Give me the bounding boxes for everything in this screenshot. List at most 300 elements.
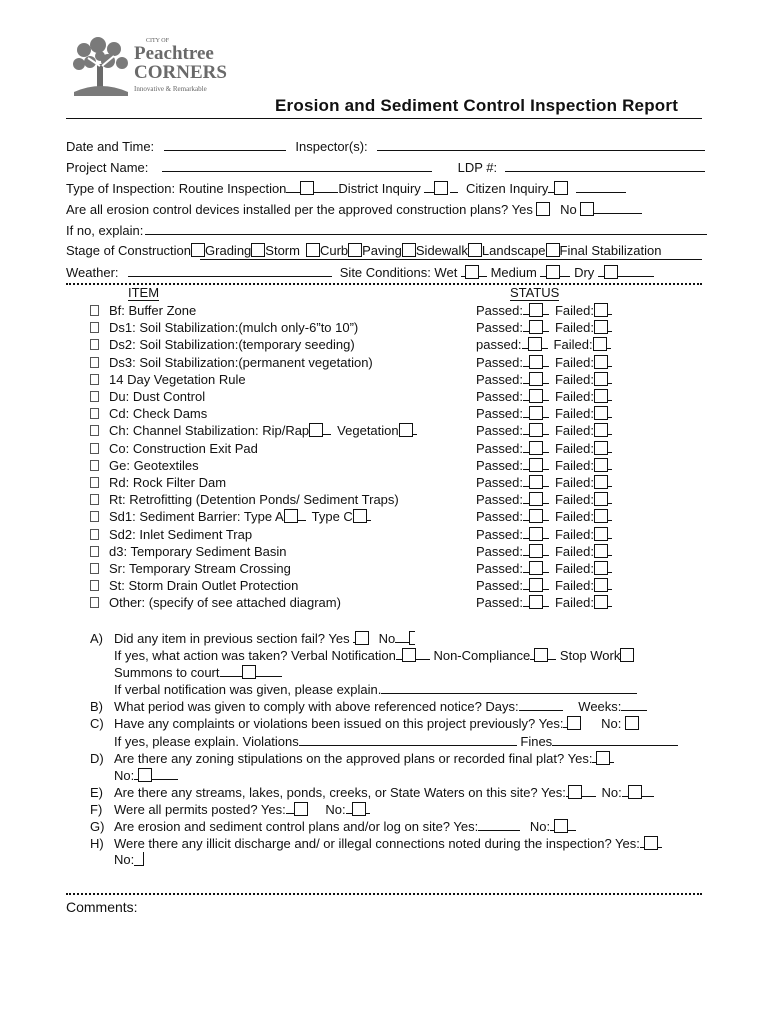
- question-c-letter: C): [90, 716, 104, 731]
- qg-line-2: [568, 818, 576, 831]
- passed-checkbox[interactable]: [529, 561, 543, 575]
- question-a4-text: If verbal notification was given, please explain.: [114, 682, 382, 697]
- qe-line-4: [642, 784, 654, 797]
- item-label: Ds3: Soil Stabilization:(permanent vegetation): [109, 355, 373, 370]
- passed-line-2: [543, 457, 549, 470]
- passed-label: passed:: [476, 337, 522, 352]
- passed-label: Passed:: [476, 544, 523, 559]
- failed-checkbox[interactable]: [594, 475, 608, 489]
- failed-checkbox[interactable]: [593, 337, 607, 351]
- question-e-yes-checkbox[interactable]: [568, 785, 582, 799]
- list-item: [90, 319, 358, 336]
- list-item: [90, 336, 355, 353]
- logo-tagline: Innovative & Remarkable: [134, 85, 207, 93]
- item-label: Rt: Retrofitting (Detention Ponds/ Sediment Traps): [109, 492, 399, 507]
- failed-line: [608, 560, 612, 573]
- item-status: [476, 422, 612, 439]
- title-underline: [66, 118, 702, 119]
- qd-line-2: [610, 750, 614, 763]
- question-b: [90, 698, 647, 715]
- item-extra-checkbox[interactable]: [353, 509, 367, 523]
- item-option-checkbox[interactable]: [284, 509, 298, 523]
- list-item: [90, 491, 399, 508]
- date-time-field[interactable]: [164, 138, 286, 151]
- routine-inspection-checkbox[interactable]: [300, 181, 314, 195]
- failed-checkbox[interactable]: [594, 389, 608, 403]
- item-label: Du: Dust Control: [109, 389, 206, 404]
- passed-checkbox[interactable]: [529, 389, 543, 403]
- failed-checkbox[interactable]: [594, 320, 608, 334]
- question-h-letter: H): [90, 836, 104, 851]
- failed-label: Failed:: [554, 406, 595, 421]
- failed-line: [608, 594, 612, 607]
- failed-label: Failed:: [553, 337, 593, 352]
- passed-label: Passed:: [476, 441, 523, 456]
- item-status: [476, 336, 611, 353]
- failed-line: [608, 354, 612, 367]
- passed-checkbox[interactable]: [529, 372, 543, 386]
- date-time-row: [66, 138, 705, 155]
- passed-line-2: [543, 526, 549, 539]
- failed-checkbox[interactable]: [594, 509, 608, 523]
- failed-label: Failed:: [554, 544, 595, 559]
- passed-label: Passed:: [476, 320, 523, 335]
- item-status: [476, 577, 612, 594]
- passed-line-2: [543, 354, 549, 367]
- passed-checkbox[interactable]: [529, 509, 543, 523]
- section-divider-2: [66, 893, 702, 895]
- stage-sidewalk-checkbox[interactable]: [402, 243, 416, 257]
- failed-label: Failed:: [554, 458, 595, 473]
- district-inquiry-checkbox[interactable]: [434, 181, 448, 195]
- question-g-no-label: No:: [529, 819, 551, 834]
- failed-line: [608, 422, 612, 435]
- question-c-no-checkbox[interactable]: [625, 716, 639, 730]
- bullet-icon: [90, 322, 99, 333]
- district-inquiry-label: District Inquiry: [338, 181, 421, 196]
- verbal-notification-checkbox[interactable]: [402, 648, 416, 662]
- passed-checkbox[interactable]: [529, 320, 543, 334]
- question-g-letter: G): [90, 819, 105, 834]
- if-no-label: If no, explain:: [66, 223, 144, 238]
- inspectors-field[interactable]: [377, 138, 705, 151]
- weeks-label: Weeks:: [578, 699, 622, 714]
- question-g-yes-field[interactable]: [478, 818, 520, 831]
- passed-line-2: [543, 319, 549, 332]
- failed-checkbox[interactable]: [594, 492, 608, 506]
- bullet-icon: [90, 546, 99, 557]
- question-c2-text: If yes, please explain. Violations: [114, 734, 299, 749]
- dry-checkbox[interactable]: [604, 265, 618, 279]
- passed-checkbox[interactable]: [529, 492, 543, 506]
- failed-checkbox[interactable]: [594, 355, 608, 369]
- item-extra-line: [367, 508, 371, 521]
- ldp-label: LDP #:: [457, 160, 498, 175]
- failed-label: Failed:: [554, 441, 595, 456]
- page-title: Erosion and Sediment Control Inspection Report: [275, 96, 679, 115]
- installed-question: Are all erosion control devices installed per the approved construction plans? Yes: [66, 202, 533, 217]
- citizen-inquiry-label: Citizen Inquiry: [466, 181, 549, 196]
- passed-label: Passed:: [476, 458, 523, 473]
- passed-line-2: [543, 508, 549, 521]
- question-a-no-checkbox[interactable]: [409, 631, 415, 645]
- project-name-label: Project Name:: [66, 160, 149, 175]
- stage-storm-checkbox[interactable]: [251, 243, 265, 257]
- passed-checkbox[interactable]: [529, 527, 543, 541]
- passed-line-2: [543, 388, 549, 401]
- passed-label: Passed:: [476, 492, 523, 507]
- failed-line: [608, 526, 612, 539]
- failed-checkbox[interactable]: [594, 406, 608, 420]
- failed-checkbox[interactable]: [594, 544, 608, 558]
- comments-label: Comments:: [66, 899, 138, 915]
- item-label: Bf: Buffer Zone: [109, 303, 197, 318]
- passed-checkbox[interactable]: [529, 475, 543, 489]
- question-e-no-checkbox[interactable]: [628, 785, 642, 799]
- list-item: [90, 302, 196, 319]
- passed-line-2: [543, 491, 549, 504]
- stage-final-checkbox[interactable]: [546, 243, 560, 257]
- bullet-icon: [90, 443, 99, 454]
- passed-label: Passed:: [476, 355, 523, 370]
- item-label: Co: Construction Exit Pad: [109, 441, 258, 456]
- failed-line: [608, 577, 612, 590]
- list-item: [90, 405, 207, 422]
- item-label: 14 Day Vegetation Rule: [109, 372, 246, 387]
- question-e: [90, 784, 654, 801]
- failed-checkbox[interactable]: [594, 561, 608, 575]
- question-f-no-checkbox[interactable]: [352, 802, 366, 816]
- question-d2: [114, 767, 178, 784]
- item-label: Ds2: Soil Stabilization:(temporary seeding): [109, 337, 355, 352]
- failed-label: Failed:: [554, 527, 595, 542]
- stage-sidewalk-label: Sidewalk: [415, 243, 468, 258]
- non-compliance-checkbox[interactable]: [534, 648, 548, 662]
- passed-line-2: [543, 440, 549, 453]
- failed-checkbox[interactable]: [594, 423, 608, 437]
- passed-checkbox[interactable]: [529, 406, 543, 420]
- item-status: [476, 594, 612, 611]
- failed-line: [607, 336, 611, 349]
- failed-label: Failed:: [554, 595, 595, 610]
- question-a2: [114, 647, 634, 664]
- stage-landscape-label: Landscape: [481, 243, 546, 258]
- question-d-no-checkbox[interactable]: [138, 768, 152, 782]
- item-label: Ds1: Soil Stabilization:(mulch only-6”to 10”): [109, 320, 359, 335]
- question-h2: [114, 852, 144, 868]
- item-status: [476, 560, 612, 577]
- passed-label: Passed:: [476, 372, 523, 387]
- item-status: [476, 508, 612, 525]
- days-field[interactable]: [519, 698, 563, 711]
- tree-logo-icon: [70, 36, 132, 96]
- non-compliance-label: Non-Compliance: [433, 648, 531, 663]
- bullet-icon: [90, 357, 99, 368]
- item-label: Sd1: Sediment Barrier: Type A: [109, 509, 284, 524]
- failed-line: [608, 319, 612, 332]
- inspection-type-label: Type of Inspection: Routine Inspection: [66, 181, 287, 196]
- weather-label: Weather:: [66, 265, 119, 280]
- failed-label: Failed:: [554, 355, 595, 370]
- passed-line-2: [543, 405, 549, 418]
- medium-label: Medium: [490, 265, 537, 280]
- inspectors-label: Inspector(s):: [295, 139, 368, 154]
- failed-checkbox[interactable]: [594, 441, 608, 455]
- fines-label: Fines: [520, 734, 553, 749]
- passed-checkbox[interactable]: [529, 355, 543, 369]
- passed-label: Passed:: [476, 303, 523, 318]
- fines-field[interactable]: [552, 733, 678, 746]
- wet-checkbox[interactable]: [465, 265, 479, 279]
- failed-checkbox[interactable]: [594, 578, 608, 592]
- bullet-icon: [90, 580, 99, 591]
- stage-row: [66, 243, 661, 259]
- item-column-header: ITEM: [128, 285, 160, 300]
- stop-work-checkbox[interactable]: [620, 648, 634, 662]
- failed-label: Failed:: [554, 372, 595, 387]
- item-status: [476, 543, 612, 560]
- item-label: Sr: Temporary Stream Crossing: [109, 561, 291, 576]
- item-status: [476, 354, 612, 371]
- list-item: [90, 354, 373, 371]
- item-status: [476, 302, 612, 319]
- city-logo: [70, 36, 230, 98]
- wet-line-2: [479, 264, 487, 277]
- verbal-explain-field[interactable]: [381, 681, 637, 694]
- failed-label: Failed:: [554, 561, 595, 576]
- failed-line: [608, 388, 612, 401]
- question-a2-text: If yes, what action was taken? Verbal Notification: [114, 648, 396, 663]
- qf-line-3: [366, 801, 370, 814]
- stage-underline: [200, 259, 702, 260]
- passed-line-2: [543, 474, 549, 487]
- question-h-no-checkbox[interactable]: [134, 852, 144, 866]
- qa3-line: [220, 664, 242, 677]
- item-label: Sd2: Inlet Sediment Trap: [109, 527, 253, 542]
- question-b-letter: B): [90, 699, 103, 714]
- failed-label: Failed:: [554, 423, 595, 438]
- qh-line-2: [658, 835, 662, 848]
- passed-line-2: [543, 371, 549, 384]
- installed-no-label: No: [560, 202, 577, 217]
- list-item: [90, 594, 341, 611]
- list-item: [90, 577, 298, 594]
- item-status: [476, 474, 612, 491]
- question-d-yes-checkbox[interactable]: [596, 751, 610, 765]
- question-f: [90, 801, 370, 818]
- question-f-no-label: No:: [325, 802, 346, 817]
- stage-grading-checkbox[interactable]: [191, 243, 205, 257]
- failed-line: [608, 474, 612, 487]
- passed-checkbox[interactable]: [529, 458, 543, 472]
- question-h-text: Were there any illicit discharge and/ or illegal connections noted during the inspection? Yes:: [114, 836, 640, 851]
- failed-line: [608, 543, 612, 556]
- summons-checkbox[interactable]: [242, 665, 256, 679]
- question-c2: [114, 733, 678, 750]
- if-no-field[interactable]: [145, 222, 707, 235]
- weather-field[interactable]: [128, 264, 332, 277]
- qa2-line-4: [548, 647, 556, 660]
- failed-line: [608, 302, 612, 315]
- item-label: d3: Temporary Sediment Basin: [109, 544, 287, 559]
- passed-line-2: [543, 594, 549, 607]
- question-e-no-label: No:: [601, 785, 622, 800]
- item-option-line: [323, 422, 331, 435]
- bullet-icon: [90, 391, 99, 402]
- item-extra-line: [413, 422, 417, 435]
- passed-line-2: [543, 560, 549, 573]
- item-status: [476, 371, 612, 388]
- item-status: [476, 526, 612, 543]
- bullet-icon: [90, 425, 99, 436]
- routine-line-2: [314, 180, 338, 193]
- date-time-label: Date and Time:: [66, 139, 155, 154]
- item-label: Rd: Rock Filter Dam: [109, 475, 227, 490]
- item-status: [476, 405, 612, 422]
- passed-label: Passed:: [476, 389, 523, 404]
- site-conditions-label: Site Conditions: Wet: [339, 265, 458, 280]
- passed-label: Passed:: [476, 527, 523, 542]
- failed-label: Failed:: [554, 320, 595, 335]
- item-extra-label: Type C: [311, 509, 353, 524]
- passed-label: Passed:: [476, 561, 523, 576]
- installed-no-checkbox[interactable]: [580, 202, 594, 216]
- bullet-icon: [90, 597, 99, 608]
- question-g: [90, 818, 576, 835]
- bullet-icon: [90, 477, 99, 488]
- logo-line2: CORNERS: [134, 62, 227, 83]
- question-d2-no-label: No:: [114, 768, 135, 783]
- project-name-field[interactable]: [162, 159, 432, 172]
- ldp-field[interactable]: [505, 159, 705, 172]
- qf-line: [286, 801, 294, 814]
- failed-checkbox[interactable]: [594, 527, 608, 541]
- status-column-header: STATUS: [510, 285, 560, 300]
- failed-checkbox[interactable]: [594, 458, 608, 472]
- item-option-line: [298, 508, 306, 521]
- qd2-line-2: [152, 767, 178, 780]
- question-f-yes-checkbox[interactable]: [294, 802, 308, 816]
- failed-line: [608, 491, 612, 504]
- question-h2-no-label: No:: [114, 852, 135, 867]
- failed-line: [608, 405, 612, 418]
- failed-checkbox[interactable]: [594, 595, 608, 609]
- item-status: [476, 491, 612, 508]
- bullet-icon: [90, 374, 99, 385]
- question-c: [90, 715, 639, 732]
- passed-label: Passed:: [476, 406, 523, 421]
- question-a: [90, 630, 415, 647]
- passed-line-2: [543, 302, 549, 315]
- failed-checkbox[interactable]: [594, 303, 608, 317]
- passed-checkbox[interactable]: [529, 441, 543, 455]
- section-divider-1: [66, 283, 702, 285]
- failed-line: [608, 371, 612, 384]
- passed-checkbox[interactable]: [529, 303, 543, 317]
- list-item: [90, 388, 205, 405]
- question-g-no-checkbox[interactable]: [554, 819, 568, 833]
- passed-label: Passed:: [476, 578, 523, 593]
- list-item: [90, 440, 258, 457]
- stage-curb-label: Curb: [319, 243, 349, 258]
- item-status: [476, 388, 612, 405]
- item-label: Ch: Channel Stabilization: Rip/Rap: [109, 423, 310, 438]
- district-line-2: [450, 180, 458, 193]
- list-item: [90, 508, 371, 525]
- passed-line-2: [543, 577, 549, 590]
- item-extra-label: Vegetation: [337, 423, 399, 438]
- failed-label: Failed:: [554, 475, 595, 490]
- question-c-yes-checkbox[interactable]: [567, 716, 581, 730]
- question-a-text: Did any item in previous section fail? Yes: [114, 631, 350, 646]
- bullet-icon: [90, 460, 99, 471]
- stage-paving-label: Paving: [362, 243, 402, 258]
- failed-label: Failed:: [554, 303, 595, 318]
- failed-checkbox[interactable]: [594, 372, 608, 386]
- passed-checkbox[interactable]: [529, 595, 543, 609]
- passed-checkbox[interactable]: [529, 578, 543, 592]
- qa3-line-2: [256, 664, 282, 677]
- dry-label: Dry: [574, 265, 595, 280]
- question-d-letter: D): [90, 751, 104, 766]
- bullet-icon: [90, 305, 99, 316]
- medium-checkbox[interactable]: [546, 265, 560, 279]
- question-a3-text: Summons to court: [114, 665, 220, 680]
- passed-label: Passed:: [476, 423, 523, 438]
- question-d: [90, 750, 614, 767]
- question-b-text: What period was given to comply with above referenced notice? Days:: [114, 699, 519, 714]
- question-c-no-label: No:: [601, 716, 622, 731]
- installed-yes-checkbox[interactable]: [536, 202, 550, 216]
- passed-line-2: [543, 422, 549, 435]
- failed-line: [608, 508, 612, 521]
- item-option-checkbox[interactable]: [309, 423, 323, 437]
- list-item: [90, 457, 199, 474]
- question-h-yes-checkbox[interactable]: [644, 836, 658, 850]
- bullet-icon: [90, 494, 99, 505]
- item-extra-checkbox[interactable]: [399, 423, 413, 437]
- passed-checkbox[interactable]: [529, 544, 543, 558]
- question-a-letter: A): [90, 631, 103, 646]
- passed-checkbox[interactable]: [528, 337, 542, 351]
- item-label: St: Storm Drain Outlet Protection: [109, 578, 299, 593]
- passed-label: Passed:: [476, 595, 523, 610]
- weeks-field[interactable]: [621, 698, 647, 711]
- passed-label: Passed:: [476, 509, 523, 524]
- citizen-inquiry-checkbox[interactable]: [554, 181, 568, 195]
- stage-curb-checkbox[interactable]: [306, 243, 320, 257]
- stage-final-label: Final Stabilization: [559, 243, 662, 258]
- violations-field[interactable]: [299, 733, 517, 746]
- question-a-no-label: No: [378, 631, 396, 646]
- qe-line-2: [582, 784, 596, 797]
- bullet-icon: [90, 529, 99, 540]
- stage-storm-label: Storm: [265, 243, 300, 258]
- question-a-yes-checkbox[interactable]: [355, 631, 369, 645]
- qa-no-line: [395, 630, 409, 643]
- list-item: [90, 474, 226, 491]
- stage-paving-checkbox[interactable]: [348, 243, 362, 257]
- installed-row: [66, 201, 642, 218]
- question-e-letter: E): [90, 785, 103, 800]
- project-row: [66, 159, 705, 176]
- question-a3: [114, 664, 282, 681]
- district-line: [424, 180, 434, 193]
- stage-landscape-checkbox[interactable]: [468, 243, 482, 257]
- list-item: [90, 543, 287, 560]
- passed-checkbox[interactable]: [529, 423, 543, 437]
- failed-line: [608, 457, 612, 470]
